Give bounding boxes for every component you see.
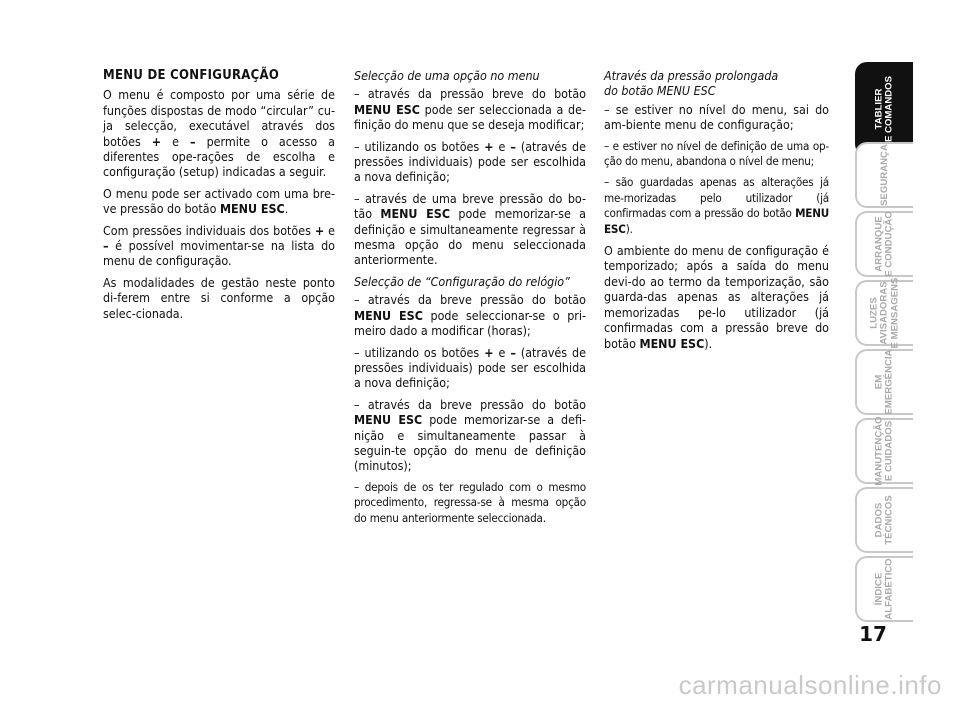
paragraph: – utilizando os botões + e – (através de pressões individuais) pode ser escolhida a nova definição; bbox=[354, 138, 586, 185]
paragraph: – e estiver no nível de definição de uma op-ção do menu, abandona o nível de menu; bbox=[604, 138, 829, 169]
tab-arranque-e-conducao[interactable]: ARRANQUE E CONDUÇÃO bbox=[855, 211, 913, 277]
tab-seguranca[interactable]: SEGURANÇA bbox=[855, 142, 913, 208]
paragraph: – através de uma breve pressão do bo-tão MENU ESC pode memorizar-se a definição e simultaneamente regressar à mesma opção do menu seleccionada anteriormente. bbox=[354, 190, 587, 268]
tab-dados-tecnicos[interactable]: DADOS TÉCNICOS bbox=[855, 487, 913, 553]
paragraph: – através da breve pressão do botão MENU ESC pode seleccionar-se o pri-meiro dado a modificar (horas); bbox=[354, 292, 586, 339]
paragraph: As modalidades de gestão neste ponto di-ferem entre si conforme a opção selec-cionada. bbox=[103, 274, 335, 321]
tab-tablier-e-comandos[interactable]: TABLIER E COMANDOS bbox=[855, 62, 913, 156]
paragraph: O menu é composto por uma série de funções dispostas de modo “circular” cu-ja selecção, executável através dos botões + e – permite o acesso a diferentes ope-rações de escolha e configuração (setup) indicadas a seguir. bbox=[103, 87, 335, 180]
subheading: Através da pressão prolongada bbox=[604, 68, 779, 83]
watermark: carmanualsonline.info bbox=[678, 670, 942, 700]
subheading: Selecção de “Configuração do relógio” bbox=[354, 273, 570, 289]
column-2 bbox=[354, 68, 586, 532]
section-heading: MENU DE CONFIGURAÇÃO bbox=[103, 68, 280, 83]
paragraph: Com pressões individuais dos botões + e – é possível movimentar-se na lista do menu de configuração. bbox=[103, 222, 335, 269]
paragraph: – através da breve pressão do botão MENU ESC pode memorizar-se a defi-nição e simultaneamente passar à seguin-te opção do menu de definição (minutos); bbox=[354, 396, 586, 474]
tab-luzes-avisadoras[interactable]: LUZES AVISADORAS E MENSAGENS bbox=[855, 280, 913, 346]
tab-manutencao-e-cuidados[interactable]: MANUTENÇÃO E CUIDADOS bbox=[855, 418, 913, 484]
tab-em-emergencia[interactable]: EM EMERGÊNCIA bbox=[855, 349, 913, 415]
paragraph: – através da pressão breve do botão MENU ESC pode ser seleccionada a de-finição do menu que se deseja modificar; bbox=[354, 86, 586, 133]
subheading: do botão MENU ESC bbox=[604, 83, 716, 99]
paragraph: O menu pode ser activado com uma bre-ve pressão do botão MENU ESC. bbox=[103, 185, 335, 217]
paragraph: – utilizando os botões + e – (através de pressões individuais) pode ser escolhida a nova definição; bbox=[354, 344, 586, 391]
paragraph: – são guardadas apenas as alterações já me-morizadas pelo utilizador (já confirmadas com a pressão do botão MENU ESC). bbox=[604, 175, 829, 236]
tab-indice-alfabetico[interactable]: ÍNDICE ALFABÉTICO bbox=[855, 556, 913, 622]
subheading: Selecção de uma opção no menu bbox=[354, 68, 540, 83]
paragraph: O ambiente do menu de configuração é temporizado; após a saída do menu devi-do ao termo da temporização, são guarda-das apenas as alterações já memorizadas pe-lo utilizador (já confirmadas com a pressão breve do botão MENU ESC). bbox=[604, 243, 829, 351]
column-1 bbox=[103, 68, 335, 327]
page-number: 17 bbox=[859, 622, 887, 646]
paragraph: – se estiver no nível do menu, sai do am-biente menu de configuração; bbox=[604, 101, 829, 133]
paragraph: – depois de os ter regulado com o mesmo procedimento, regressa-se à mesma opção do menu anteriormente seleccionada. bbox=[354, 479, 586, 525]
column-3 bbox=[604, 68, 829, 357]
